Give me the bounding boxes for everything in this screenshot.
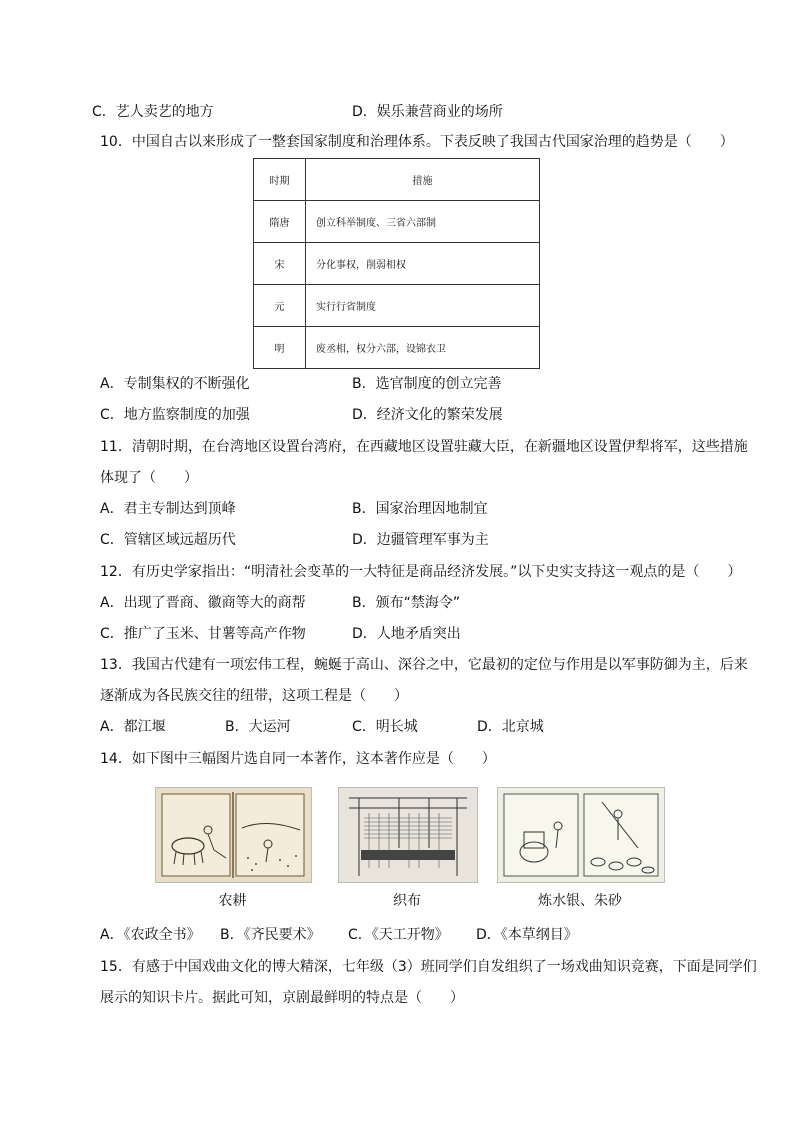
q13-stem-line2: 逐渐成为各民族交往的纽带，这项工程是（ ） (100, 688, 408, 704)
q9-option-d: D．娱乐兼营商业的场所 (352, 104, 503, 120)
weaving-illustration (338, 787, 478, 883)
table-cell-measure: 废丞相，权分六部，设锦衣卫 (306, 327, 540, 369)
table-cell-measure: 创立科举制度、三省六部制 (306, 201, 540, 243)
q11-option-a: A．君主专制达到顶峰 (100, 501, 236, 517)
farming-illustration (155, 787, 312, 883)
q12-stem: 12．有历史学家指出：“明清社会变革的一大特征是商品经济发展。”以下史实支持这一观点的是（ ） (100, 564, 742, 580)
q12-option-b: B．颁布“禁海令” (352, 595, 461, 611)
q11-option-b: B．国家治理因地制宜 (352, 501, 488, 517)
q10-option-b: B．选官制度的创立完善 (352, 376, 502, 392)
table-cell-period: 隋唐 (254, 201, 306, 243)
q13-option-d: D．北京城 (477, 719, 544, 735)
q14-option-d: D．《本草纲目》 (476, 927, 578, 943)
q14-stem: 14．如下图中三幅图片选自同一本著作，这本著作应是（ ） (100, 751, 496, 767)
q10-option-d: D．经济文化的繁荣发展 (352, 407, 503, 423)
table-header-measure: 措施 (306, 159, 540, 201)
q10-option-c: C．地方监察制度的加强 (100, 407, 250, 423)
q10-stem: 10．中国自古以来形成了一整套国家制度和治理体系。下表反映了我国古代国家治理的趋势是（ ） (100, 134, 734, 150)
q9-option-c: C．艺人卖艺的地方 (92, 104, 214, 120)
caption-farming: 农耕 (218, 893, 247, 909)
q13-option-b: B．大运河 (225, 719, 291, 735)
q11-option-d: D．边疆管理军事为主 (352, 532, 489, 548)
q12-option-a: A．出现了晋商、徽商等大的商帮 (100, 595, 306, 611)
q13-option-a: A．都江堰 (100, 719, 166, 735)
q15-stem-line2: 展示的知识卡片。据此可知，京剧最鲜明的特点是（ ） (100, 990, 464, 1006)
table-cell-period: 明 (254, 327, 306, 369)
table-row (254, 327, 540, 369)
caption-mercury-cinnabar: 炼水银、朱砂 (538, 893, 622, 909)
q15-stem-line1: 15．有感于中国戏曲文化的博大精深，七年级（3）班同学们自发组织了一场戏曲知识竞赛，下面是同学们 (100, 959, 757, 975)
table-cell-period: 元 (254, 285, 306, 327)
table-header-period: 时期 (254, 159, 306, 201)
q14-option-b: B．《齐民要术》 (220, 927, 321, 943)
table-cell-measure: 分化事权，削弱相权 (306, 243, 540, 285)
q11-option-c: C．管辖区域远超历代 (100, 532, 236, 548)
q10-option-a: A．专制集权的不断强化 (100, 376, 250, 392)
q12-option-d: D．人地矛盾突出 (352, 626, 461, 642)
table-cell-measure: 实行行省制度 (306, 285, 540, 327)
caption-weaving: 织布 (393, 893, 421, 909)
table-cell-period: 宋 (254, 243, 306, 285)
table-row (254, 285, 540, 327)
q12-option-c: C．推广了玉米、甘薯等高产作物 (100, 626, 306, 642)
table-row (254, 201, 540, 243)
mercury-cinnabar-illustration (497, 787, 665, 883)
q13-stem-line1: 13．我国古代建有一项宏伟工程，蜿蜒于高山、深谷之中，它最初的定位与作用是以军事防御为主，后来 (100, 657, 748, 673)
q11-stem-line2: 体现了（ ） (100, 470, 198, 486)
table-row (254, 243, 540, 285)
policy-table (253, 158, 540, 369)
q14-option-c: C．《天工开物》 (348, 927, 449, 943)
q14-option-a: A．《农政全书》 (100, 927, 201, 943)
q11-stem-line1: 11．清朝时期，在台湾地区设置台湾府，在西藏地区设置驻藏大臣，在新疆地区设置伊犁将军，这些措施 (100, 439, 748, 455)
q13-option-c: C．明长城 (352, 719, 418, 735)
